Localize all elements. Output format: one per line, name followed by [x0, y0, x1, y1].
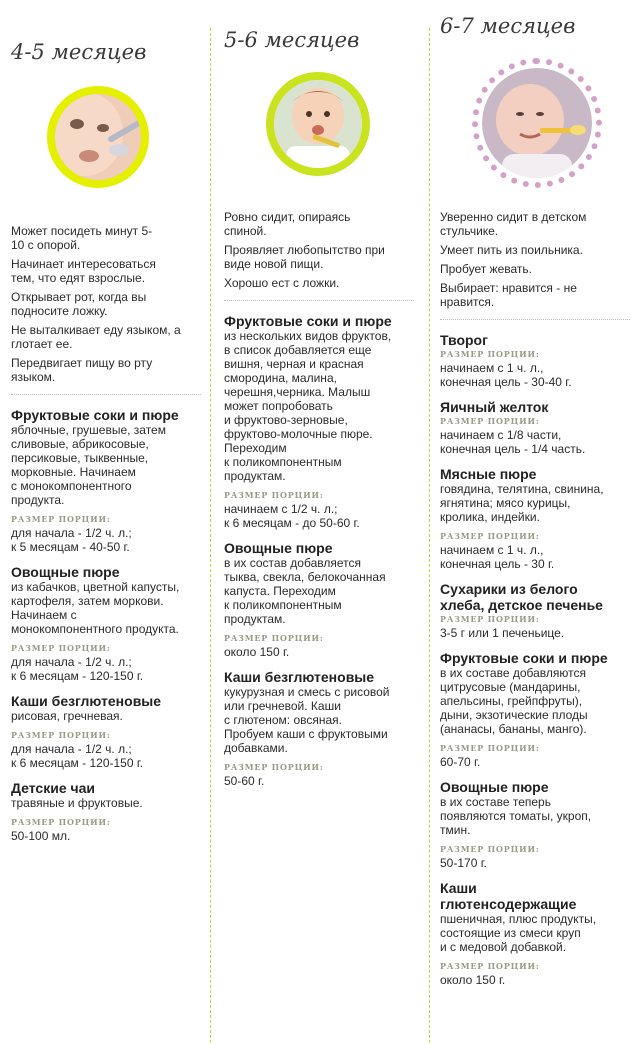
food-description: в их составе теперь появляются томаты, укроп, тмин.	[440, 795, 592, 837]
food-description: из нескольких видов фруктов, в список добавляется еще вишня, черная и красная смородина, малина, черешня,черника. Малыш может попробовать и фруктово-зерновые, фруктово-молочные пюре. Переходим к поликомпонентным продуктам.	[224, 329, 392, 483]
baby-photo	[472, 58, 602, 188]
portion-value: для начала - 1/2 ч. л.; к 5 месяцам - 40-50 г.	[11, 526, 132, 554]
portion-label: РАЗМЕР ПОРЦИИ:	[224, 490, 324, 500]
skill-text: Хорошо ест с ложки.	[224, 276, 340, 290]
portion-value: для начала - 1/2 ч. л.; к 6 месяцам - 120-150 г.	[11, 742, 144, 770]
skill-text: Выбирает: нравится - не нравится.	[440, 281, 577, 309]
food-description: рисовая, гречневая.	[11, 709, 123, 723]
food-title: Каши безглютеновые	[224, 669, 375, 685]
food-item	[440, 650, 636, 769]
food-title: Каши безглютеновые	[11, 693, 162, 709]
column-5-6-months	[211, 0, 429, 1046]
food-title: Мясные пюре	[440, 466, 537, 482]
portion-label: РАЗМЕР ПОРЦИИ:	[440, 743, 540, 753]
portion-label: РАЗМЕР ПОРЦИИ:	[224, 762, 324, 772]
portion-label: РАЗМЕР ПОРЦИИ:	[440, 614, 540, 624]
section-separator	[440, 319, 630, 320]
portion-value: 50-170 г.	[440, 856, 487, 870]
food-title: Яичный желток	[440, 399, 549, 415]
age-heading: 6-7 месяцев	[440, 14, 576, 38]
food-title: Каши глютенсодержащие	[440, 880, 577, 912]
portion-value: начинаем с 1/2 ч. л.; к 6 месяцам - до 50-60 г.	[224, 502, 360, 530]
skill-text: Не выталкивает еду языком, а глотает ее.	[11, 323, 181, 351]
food-title: Фруктовые соки и пюре	[11, 407, 179, 423]
food-description: пшеничная, плюс продукты, состоящие из смеси круп и с медовой добавкой.	[440, 912, 597, 954]
portion-value: 3-5 г или 1 печеньице.	[440, 626, 565, 640]
baby-photo	[266, 72, 370, 176]
food-item	[440, 581, 636, 640]
skill-text: Может посидеть минут 5-10 с опорой.	[11, 224, 153, 252]
portion-value: начинаем с 1/8 части, конечная цель - 1/4 часть.	[440, 428, 586, 456]
portion-label: РАЗМЕР ПОРЦИИ:	[224, 633, 324, 643]
portion-value: 50-100 мл.	[11, 829, 71, 843]
food-item	[11, 407, 204, 554]
portion-label: РАЗМЕР ПОРЦИИ:	[440, 416, 540, 426]
food-title: Овощные пюре	[440, 779, 549, 795]
food-title: Сухарики из белого хлеба, детское печенье	[440, 581, 603, 613]
food-title: Овощные пюре	[11, 564, 120, 580]
portion-label: РАЗМЕР ПОРЦИИ:	[11, 643, 111, 653]
section-separator	[11, 394, 201, 395]
food-item	[11, 780, 204, 843]
portion-value: для начала - 1/2 ч. л.; к 6 месяцам - 120-150 г.	[11, 655, 144, 683]
food-description: травяные и фруктовые.	[11, 796, 143, 810]
portion-value: 50-60 г.	[224, 774, 265, 788]
portion-label: РАЗМЕР ПОРЦИИ:	[11, 817, 111, 827]
food-item	[440, 880, 636, 987]
baby-photo	[47, 86, 149, 188]
food-item	[11, 693, 204, 770]
skill-text: Открывает рот, когда вы подносите ложку.	[11, 290, 147, 318]
portion-value: около 150 г.	[440, 973, 506, 987]
food-title: Фруктовые соки и пюре	[440, 650, 608, 666]
portion-label: РАЗМЕР ПОРЦИИ:	[440, 961, 540, 971]
food-title: Фруктовые соки и пюре	[224, 313, 392, 329]
column-4-5-months	[0, 0, 210, 1046]
portion-label: РАЗМЕР ПОРЦИИ:	[440, 844, 540, 854]
age-heading: 4-5 месяцев	[11, 40, 147, 64]
portion-label: РАЗМЕР ПОРЦИИ:	[11, 514, 111, 524]
food-item	[224, 669, 423, 788]
food-item	[440, 332, 636, 389]
food-item	[440, 466, 636, 571]
portion-value: 60-70 г.	[440, 755, 481, 769]
skills-list	[440, 210, 636, 309]
skill-text: Начинает интересоваться тем, что едят взрослые.	[11, 257, 156, 285]
skill-text: Пробует жевать.	[440, 262, 532, 276]
age-heading: 5-6 месяцев	[224, 28, 360, 52]
food-description: кукурузная и смесь с рисовой или гречневой. Каши с глютеном: овсяная. Пробуем каши с фруктовыми добавками.	[224, 685, 390, 755]
food-item	[11, 564, 204, 683]
skill-text: Проявляет любопытство при виде новой пищи.	[224, 243, 385, 271]
food-title: Творог	[440, 332, 488, 348]
portion-label: РАЗМЕР ПОРЦИИ:	[440, 531, 540, 541]
food-description: яблочные, грушевые, затем сливовые, абрикосовые, персиковые, тыквенные, морковные. Начинаем с монокомпонентного продукта.	[11, 423, 166, 507]
food-description: из кабачков, цветной капусты, картофеля, затем моркови. Начинаем с монокомпонентного продукта.	[11, 580, 180, 636]
skill-text: Ровно сидит, опираясь спиной.	[224, 210, 351, 238]
skill-text: Умеет пить из поильника.	[440, 243, 583, 257]
food-description: в их составе добавляются цитрусовые (мандарины, апельсины, грейпфруты), дыни, экзотические плоды (ананасы, бананы, манго).	[440, 666, 588, 736]
section-separator	[224, 300, 414, 301]
food-title: Овощные пюре	[224, 540, 333, 556]
column-6-7-months	[430, 0, 640, 1046]
food-description: в их состав добавляется тыква, свекла, белокочанная капуста. Переходим к поликомпонентным продуктам.	[224, 556, 386, 626]
food-item	[224, 313, 423, 530]
skill-text: Передвигает пищу во рту языком.	[11, 356, 153, 384]
food-item	[440, 779, 636, 870]
skills-list	[224, 210, 423, 290]
food-description: говядина, телятина, свинина, ягнятина; мясо курицы, кролика, индейки.	[440, 482, 604, 524]
skills-list	[11, 224, 204, 384]
portion-label: РАЗМЕР ПОРЦИИ:	[440, 349, 540, 359]
food-item	[440, 399, 636, 456]
food-item	[224, 540, 423, 659]
portion-value: начинаем с 1 ч. л., конечная цель - 30-40 г.	[440, 361, 572, 389]
skill-text: Уверенно сидит в детском стульчике.	[440, 210, 587, 238]
portion-value: начинаем с 1 ч. л., конечная цель - 30 г.	[440, 543, 555, 571]
portion-value: около 150 г.	[224, 645, 290, 659]
food-title: Детские чаи	[11, 780, 96, 796]
portion-label: РАЗМЕР ПОРЦИИ:	[11, 730, 111, 740]
